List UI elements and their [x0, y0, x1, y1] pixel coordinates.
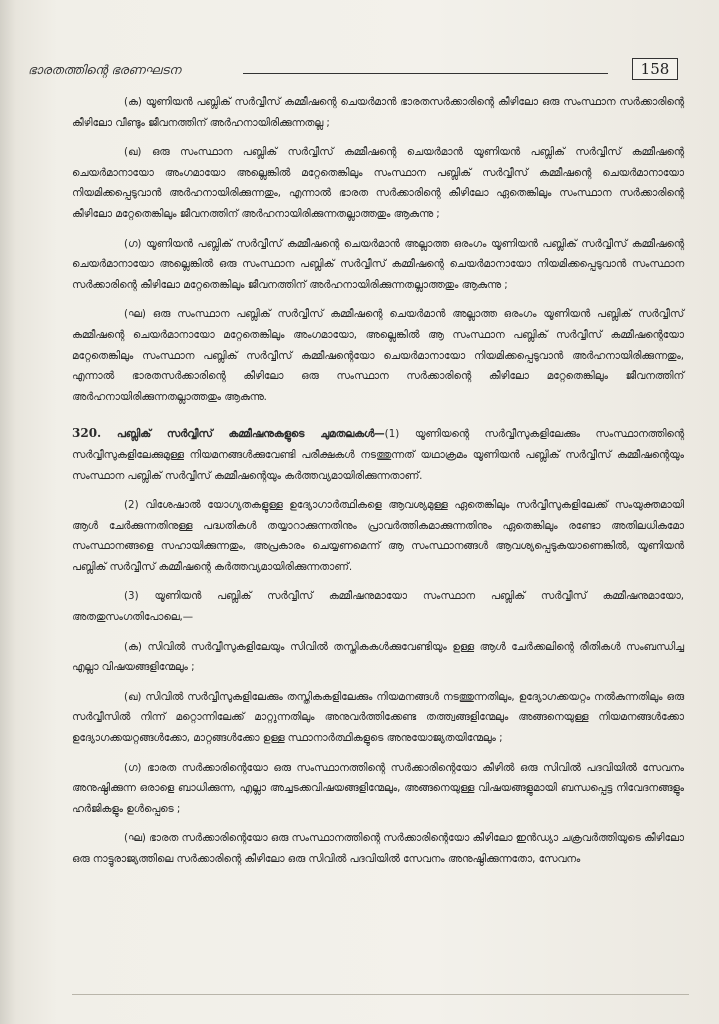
- clause-1-text: (1) യൂണിയന്റെ സർവ്വീസുകളിലേക്കും സംസ്ഥാനത്തിന്റെ സർവ്വീസുകളിലേക്കുമുള്ള നിയമനങ്ങൾക്കുവേണ്ടി പരീക്ഷകൾ നടത്തുന്നത് യഥാക്രമം യൂണിയൻ പബ്ലിക് സർവ്വീസ് കമ്മീഷന്റെയും സംസ്ഥാന പബ്ലിക് സർവ്വീസ് കമ്മീഷന്റെയും കർത്തവ്യമായിരിക്കുന്നതാണ്.: [72, 428, 685, 482]
- section-title: പബ്ലിക് സർവ്വീസ് കമ്മീഷനുകളുടെ ചുമതലകൾ—: [116, 428, 385, 441]
- subclause-ka: (ക) സിവിൽ സർവ്വീസുകളിലേയും സിവിൽ തസ്തികകൾക്കുവേണ്ടിയും ഉള്ള ആൾ ചേർക്കലിന്റെ രീതികൾ സംബന്ധിച്ച എല്ലാ വിഷയങ്ങളിന്മേലും ;: [72, 640, 684, 674]
- paragraph-ga: (ഗ) യൂണിയൻ പബ്ലിക് സർവ്വീസ് കമ്മീഷന്റെ ചെയർമാൻ അല്ലാത്ത ഒരംഗം യൂണിയൻ പബ്ലിക് സർവ്വീസ് കമ്മീഷന്റെ ചെയർമാനായോ അല്ലെങ്കിൽ ഒരു സംസ്ഥാന പബ്ലിക് സർവ്വീസ് കമ്മീഷന്റെ ചെയർമാനായോ നിയമിക്കപ്പെടുവാൻ സംസ്ഥാന സർക്കാരിന്റെ കീഴിലോ മറ്റേതെങ്കിലും ജീവനത്തിന് അർഹനായിരിക്കുന്നതല്ലാത്തതും ആകുന്നു ;: [72, 237, 684, 291]
- section-number: 320.: [72, 426, 102, 441]
- page-number: 158: [632, 58, 678, 80]
- paragraph-kha: (ഖ) ഒരു സംസ്ഥാന പബ്ലിക് സർവ്വീസ് കമ്മീഷന്റെ ചെയർമാൻ യൂണിയൻ പബ്ലിക് സർവ്വീസ് കമ്മീഷന്റെ ചെയർമാനായോ അംഗമായോ അല്ലെങ്കിൽ മറ്റേതെങ്കിലും സംസ്ഥാന പബ്ലിക് സർവ്വീസ് കമ്മീഷന്റെ ചെയർമാനായോ നിയമിക്കപ്പെടുവാൻ അർഹനായിരിക്കുന്നതും, എന്നാൽ ഭാരത സർക്കാരിന്റെ കീഴിലോ ഏതെങ്കിലും സംസ്ഥാന സർക്കാരിന്റെ കീഴിലോ മറ്റേതെങ്കിലും ജീവനത്തിന് അർഹനായിരിക്കുന്നതല്ലാത്തതും ആകുന്നു ;: [72, 146, 684, 220]
- running-title: ഭാരതത്തിന്റെ ഭരണഘടന: [28, 62, 181, 77]
- subclause-ga: (ഗ) ഭാരത സർക്കാരിന്റെയോ ഒരു സംസ്ഥാനത്തിന്റെ സർക്കാരിന്റെയോ കീഴിൽ ഒരു സിവിൽ പദവിയിൽ സേവനം അനുഷ്ഠിക്കുന്ന ഒരാളെ ബാധിക്കുന്ന, എല്ലാ അച്ചടക്കവിഷയങ്ങളിന്മേലും, അങ്ങനെയുള്ള വിഷയങ്ങളുമായി ബന്ധപ്പെട്ട നിവേദനങ്ങളും ഹർജികളും ഉൾപ്പെടെ ;: [72, 761, 684, 815]
- paragraph-gha: (ഘ) ഒരു സംസ്ഥാന പബ്ലിക് സർവ്വീസ് കമ്മീഷന്റെ ചെയർമാൻ അല്ലാത്ത ഒരംഗം യൂണിയൻ പബ്ലിക് സർവ്വീസ് കമ്മീഷന്റെ ചെയർമാനായോ മറ്റേതെങ്കിലും അംഗമായോ, അല്ലെങ്കിൽ ആ സംസ്ഥാന പബ്ലിക് സർവ്വീസ് കമ്മീഷന്റെയോ മറ്റേതെങ്കിലും സംസ്ഥാന പബ്ലിക് സർവ്വീസ് കമ്മീഷന്റെയോ ചെയർമാനായോ നിയമിക്കപ്പെടുവാൻ അർഹനായിരിക്കുന്നതും, എന്നാൽ ഭാരതസർക്കാരിന്റെ കീഴിലോ ഒരു സംസ്ഥാന സർക്കാരിന്റെ കീഴിലോ മറ്റേതെങ്കിലും ജീവനത്തിന് അർഹനായിരിക്കുന്നതല്ലാത്തതും ആകുന്നു.: [72, 308, 684, 403]
- section-320-clause-1: [72, 423, 684, 486]
- section-320-clause-3-intro: (3) യൂണിയൻ പബ്ലിക് സർവ്വീസ് കമ്മീഷനുമായോ സംസ്ഥാന പബ്ലിക് സർവ്വീസ് കമ്മീഷനുമായോ, അതതുസംഗതിപോലെ,—: [72, 590, 684, 624]
- paragraph-ka: (ക) യൂണിയൻ പബ്ലിക് സർവ്വീസ് കമ്മീഷന്റെ ചെയർമാൻ ഭാരതസർക്കാരിന്റെ കീഴിലോ ഒരു സംസ്ഥാന സർക്കാരിന്റെ കീഴിലോ വീണ്ടും ജീവനത്തിന് അർഹനായിരിക്കുന്നതല്ല ;: [72, 96, 684, 129]
- footer-rule: [72, 994, 689, 995]
- subclause-kha: (ഖ) സിവിൽ സർവ്വീസുകളിലേക്കും തസ്തികകളിലേക്കും നിയമനങ്ങൾ നടത്തുന്നതിലും, ഉദ്യോഗക്കയറ്റം നൽകുന്നതിലും ഒരു സർവ്വീസിൽ നിന്ന് മറ്റൊന്നിലേക്ക് മാറ്റുന്നതിലും അനുവർത്തിക്കേണ്ട തത്ത്വങ്ങളിന്മേലും അങ്ങനെയുള്ള നിയമനങ്ങൾക്കോ ഉദ്യോഗക്കയറ്റങ്ങൾക്കോ, മാറ്റങ്ങൾക്കോ ഉള്ള സ്ഥാനാർത്ഥികളുടെ അനുയോജ്യതയിന്മേലും ;: [72, 690, 684, 745]
- page-body: [72, 92, 684, 879]
- section-320-clause-2: (2) വിശേഷാൽ യോഗ്യതകളുള്ള ഉദ്യോഗാർത്ഥികളെ ആവശ്യമുള്ള ഏതെങ്കിലും സർവ്വീസുകളിലേക്ക് സംയുക്തമായി ആൾ ചേർക്കുന്നതിനുള്ള പദ്ധതികൾ തയ്യാറാക്കുന്നതിനും പ്രാവർത്തികമാക്കുന്നതിനും ഏതെങ്കിലും രണ്ടോ അതിലധികമോ സംസ്ഥാനങ്ങളെ സഹായിക്കുന്നതും, അപ്രകാരം ചെയ്യണമെന്ന് ആ സംസ്ഥാനങ്ങൾ ആവശ്യപ്പെടുകയാണെങ്കിൽ, യൂണിയൻ പബ്ലിക് സർവ്വീസ് കമ്മീഷന്റെ കർത്തവ്യമായിരിക്കുന്നതാണ്.: [72, 499, 684, 573]
- page-header: [28, 58, 678, 82]
- binding-shadow: [0, 0, 16, 1024]
- header-rule: [243, 73, 608, 74]
- subclause-gha: (ഘ) ഭാരത സർക്കാരിന്റെയോ ഒരു സംസ്ഥാനത്തിന്റെ സർക്കാരിന്റെയോ കീഴിലോ ഇൻഡ്യാ ചക്രവർത്തിയുടെ കീഴിലോ ഒരു നാട്ടുരാജ്യത്തിലെ സർക്കാരിന്റെ കീഴിലോ ഒരു സിവിൽ പദവിയിൽ സേവനം അനുഷ്ഠിക്കുന്നതോ, സേവനം: [72, 832, 684, 865]
